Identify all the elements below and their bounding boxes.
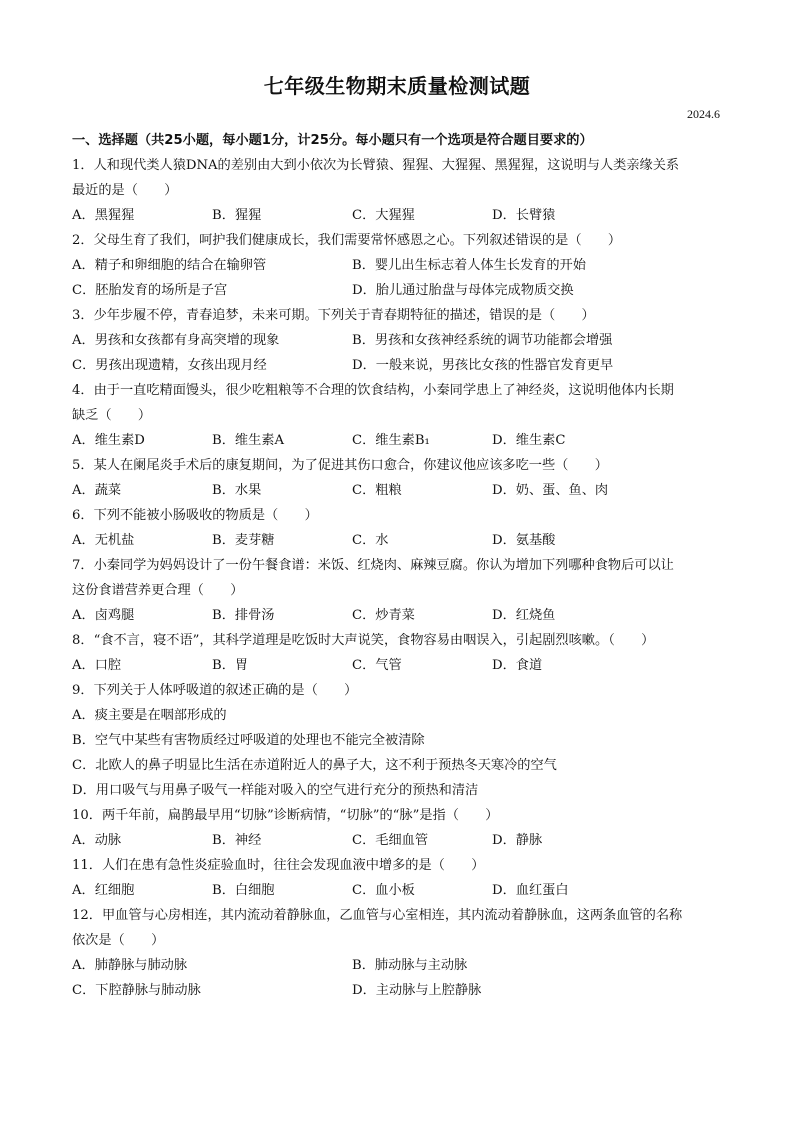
question-9 xyxy=(72,678,722,803)
option-b: B．维生素A xyxy=(212,433,284,448)
option-c: C．维生素B₁ xyxy=(352,433,430,448)
options-row xyxy=(72,953,722,978)
option-d: D．用口吸气与用鼻子吸气一样能对吸入的空气进行充分的预热和清洁 xyxy=(72,783,479,798)
option-c: C．血小板 xyxy=(352,883,415,898)
option-b: B．婴儿出生标志着人体生长发育的开始 xyxy=(352,258,586,273)
option-c: C．气管 xyxy=(352,658,402,673)
question-stem: 3．少年步履不停，青春追梦，未来可期。下列关于青春期特征的描述，错误的是（ ） xyxy=(72,308,595,323)
question-stem: 最近的是（ ） xyxy=(72,183,178,198)
question-stem: 7．小秦同学为妈妈设计了一份午餐食谱：米饭、红烧肉、麻辣豆腐。你认为增加下列哪种食物后可以让 xyxy=(72,558,674,573)
question-10 xyxy=(72,803,722,853)
options-row xyxy=(72,653,722,678)
question-list xyxy=(72,128,722,1003)
option-d: D．奶、蛋、鱼、肉 xyxy=(492,483,609,498)
option-a: A．无机盐 xyxy=(72,533,135,548)
options-row xyxy=(72,328,722,353)
section-heading: 一、选择题（共25小题，每小题1分，计25分。每小题只有一个选项是符合题目要求的） xyxy=(72,133,593,148)
option-c: C．水 xyxy=(352,533,389,548)
option-a: A．痰主要是在咽部形成的 xyxy=(72,708,227,723)
option-b: B．肺动脉与主动脉 xyxy=(352,958,468,973)
question-stem: 11．人们在患有急性炎症验血时，往往会发现血液中增多的是（ ） xyxy=(72,858,485,873)
option-a: A．肺静脉与肺动脉 xyxy=(72,958,188,973)
option-d: D．一般来说，男孩比女孩的性器官发育更早 xyxy=(352,358,614,373)
question-1 xyxy=(72,153,722,228)
option-d: D．红烧鱼 xyxy=(492,608,556,623)
option-a: A．卤鸡腿 xyxy=(72,608,135,623)
option-c: C．大猩猩 xyxy=(352,208,415,223)
option-c: C．毛细血管 xyxy=(352,833,429,848)
options-row xyxy=(72,978,722,1003)
options-row xyxy=(72,478,722,503)
option-c: C．胚胎发育的场所是子宫 xyxy=(72,283,228,298)
option-a: A．动脉 xyxy=(72,833,122,848)
question-3 xyxy=(72,303,722,378)
option-b: B．猩猩 xyxy=(212,208,262,223)
options-row xyxy=(72,253,722,278)
option-d: D．氨基酸 xyxy=(492,533,556,548)
options-row xyxy=(72,278,722,303)
option-b: B．水果 xyxy=(212,483,262,498)
question-stem: 缺乏（ ） xyxy=(72,408,152,423)
option-c: C．北欧人的鼻子明显比生活在赤道附近人的鼻子大，这不利于预热冬天寒冷的空气 xyxy=(72,758,557,773)
options-row xyxy=(72,203,722,228)
option-c: C．炒青菜 xyxy=(352,608,415,623)
option-b: B．麦芽糖 xyxy=(212,533,275,548)
question-12 xyxy=(72,903,722,1003)
option-d: D．静脉 xyxy=(492,833,543,848)
option-c: C．男孩出现遗精，女孩出现月经 xyxy=(72,358,267,373)
option-b: B．男孩和女孩神经系统的调节功能都会增强 xyxy=(352,333,613,348)
question-4 xyxy=(72,378,722,453)
option-a: A．口腔 xyxy=(72,658,122,673)
option-b: B．神经 xyxy=(212,833,262,848)
question-stem: 2．父母生育了我们，呵护我们健康成长，我们需要常怀感恩之心。下列叙述错误的是（ ） xyxy=(72,233,622,248)
option-c: C．粗粮 xyxy=(352,483,402,498)
option-c: C．下腔静脉与肺动脉 xyxy=(72,983,201,998)
question-stem: 1．人和现代类人猿DNA的差别由大到小依次为长臂猿、猩猩、大猩猩、黑猩猩，这说明与人类亲缘关系 xyxy=(72,158,680,173)
option-b: B．空气中某些有害物质经过呼吸道的处理也不能完全被清除 xyxy=(72,733,425,748)
options-row xyxy=(72,828,722,853)
question-stem: 4．由于一直吃精面馒头，很少吃粗粮等不合理的饮食结构，小秦同学患上了神经炎，这说明他体内长期 xyxy=(72,383,674,398)
option-a: A．蔬菜 xyxy=(72,483,122,498)
question-stem: 5．某人在阑尾炎手术后的康复期间，为了促进其伤口愈合，你建议他应该多吃一些（ ） xyxy=(72,458,608,473)
question-5 xyxy=(72,453,722,503)
page-title: 七年级生物期末质量检测试题 xyxy=(263,74,531,98)
option-a: A．男孩和女孩都有身高突增的现象 xyxy=(72,333,280,348)
option-d: D．食道 xyxy=(492,658,543,673)
options-row xyxy=(72,878,722,903)
option-b: B．胃 xyxy=(212,658,249,673)
question-stem: 这份食谱营养更合理（ ） xyxy=(72,583,244,598)
option-d: D．主动脉与上腔静脉 xyxy=(352,983,482,998)
option-d: D．血红蛋白 xyxy=(492,883,569,898)
question-8 xyxy=(72,628,722,678)
question-stem: 9．下列关于人体呼吸道的叙述正确的是（ ） xyxy=(72,683,358,698)
option-a: A．精子和卵细胞的结合在输卵管 xyxy=(72,258,267,273)
option-a: A．维生素D xyxy=(72,433,145,448)
question-7 xyxy=(72,553,722,628)
options-row xyxy=(72,428,722,453)
option-b: B．排骨汤 xyxy=(212,608,275,623)
option-a: A．黑猩猩 xyxy=(72,208,135,223)
option-d: D．维生素C xyxy=(492,433,566,448)
question-2 xyxy=(72,228,722,303)
options-row xyxy=(72,353,722,378)
question-stem: 6．下列不能被小肠吸收的物质是（ ） xyxy=(72,508,318,523)
option-d: D．长臂猿 xyxy=(492,208,556,223)
question-stem: 8．“食不言，寝不语”，其科学道理是吃饭时大声说笑，食物容易由咽误入，引起剧烈咳嗽。（ ） xyxy=(72,633,655,648)
question-stem: 12．甲血管与心房相连，其内流动着静脉血，乙血管与心室相连，其内流动着静脉血，这两条血管的名称 xyxy=(72,908,683,923)
question-stem: 10．两千年前，扁鹊最早用“切脉”诊断病情，“切脉”的“脉”是指（ ） xyxy=(72,808,499,823)
options-row xyxy=(72,603,722,628)
option-b: B．白细胞 xyxy=(212,883,275,898)
option-d: D．胎儿通过胎盘与母体完成物质交换 xyxy=(352,283,574,298)
option-a: A．红细胞 xyxy=(72,883,135,898)
options-row xyxy=(72,528,722,553)
question-11 xyxy=(72,853,722,903)
question-6 xyxy=(72,503,722,553)
question-stem: 依次是（ ） xyxy=(72,933,165,948)
exam-date: 2024.6 xyxy=(687,107,720,121)
